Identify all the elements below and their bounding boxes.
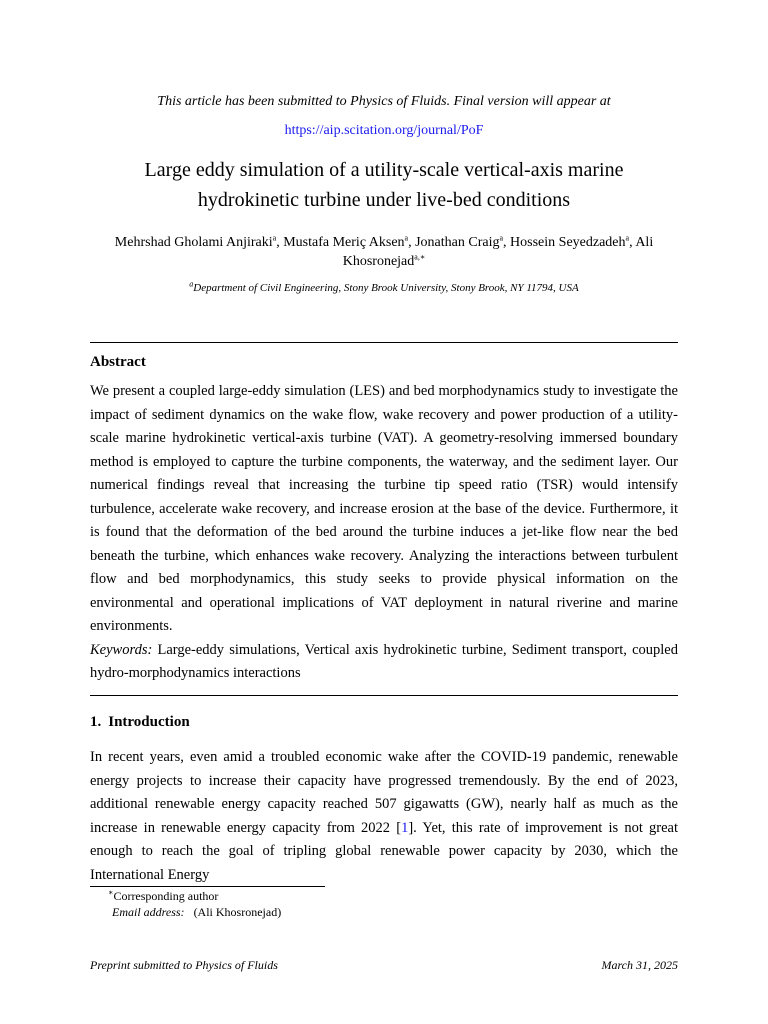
footer-date: March 31, 2025 bbox=[601, 958, 678, 972]
submission-notice: This article has been submitted to Physics of Fluids. Final version will appear at bbox=[157, 94, 611, 109]
paper-title bbox=[90, 155, 678, 215]
section-number: 1. bbox=[90, 714, 102, 730]
abstract-bottom-rule bbox=[90, 695, 678, 696]
author-1: Mehrshad Gholami Anjiraki$^a$ bbox=[114, 233, 277, 250]
abstract-body bbox=[90, 380, 678, 686]
footer-journal: Preprint submitted to Physics of Fluids bbox=[90, 958, 278, 972]
abstract-heading: Abstract bbox=[90, 354, 146, 370]
keywords-label: Keywords: bbox=[90, 641, 153, 658]
abstract-text: We present a coupled large-eddy simulation (LES) and bed morphodynamics study to investigate the impact of sediment dynamics on the wake flow, wake recovery and power production of a utility-scale marine hydrokinetic vertical-axis turbine (VAT). A geometry-resolving immersed boundary method is employed to capture the turbine components, the waterway, and the sediment layer. Our numerical findings reveal that increasing the turbine tip speed ratio (TSR) would intensify turbulence, accelerate wake recovery, and increase erosion at the base of the device. Furthermore, it is found that the deformation of the bed around the turbine induces a jet-like flow near the bed beneath the turbine, which enhances wake recovery. Analyzing the interactions between turbulent flow and bed morphodynamics, this study seeks to provide physical information on the environmental and operational implications of VAT deployment in natural riverine and marine environments. bbox=[90, 383, 678, 634]
author-4: Hossein Seyedzadeh$^a$ bbox=[510, 233, 630, 250]
email-value: (Ali Khosronejad) bbox=[193, 905, 282, 919]
author-2: Mustafa Meriç Aksen$^a$ bbox=[283, 233, 409, 250]
keywords-text: Large-eddy simulations, Vertical axis hydrokinetic turbine, Sediment transport, coupled hydro-morphodynamics interactions bbox=[90, 641, 678, 681]
author-5: Ali Khosronejad$^{a,∗}$ bbox=[342, 235, 654, 269]
affiliation: $^a$Department of Civil Engineering, Stony Brook University, Stony Brook, NY 11794, USA bbox=[189, 279, 579, 294]
journal-url-link[interactable]: https://aip.scitation.org/journal/PoF bbox=[284, 123, 484, 138]
citation-link[interactable]: 1 bbox=[401, 819, 409, 836]
introduction-body: In recent years, even amid a troubled economic wake after the COVID-19 pandemic, renewable energy projects to increase their capacity have progressed tremendously. By the end of 2023, additional renewable energy capacity reached 507 gigawatts (GW), nearly half as much as the increase in renewable energy capacity from 2022 [1]. Yet, this rate of improvement is not great enough to reach the goal of tripling global renewable power capacity by 2030, which the International Energy bbox=[90, 749, 678, 883]
author-3: Jonathan Craig$^a$ bbox=[415, 233, 504, 250]
footnote-rule bbox=[90, 886, 325, 887]
title-line-1: Large eddy simulation of a utility-scale vertical-axis marine bbox=[144, 159, 624, 181]
author-list: Mehrshad Gholami Anjiraki$^a$, Mustafa Meriç Aksen$^a$, Jonathan Craig$^a$, Hossein Seyedzadeh$^a$, Ali Khosronejad$^{a,∗}$ bbox=[114, 233, 654, 269]
footnote-email bbox=[112, 905, 281, 920]
email-label: Email address: bbox=[112, 905, 185, 919]
abstract-top-rule bbox=[90, 342, 678, 343]
footnote-corresponding: ∗Corresponding author bbox=[108, 888, 219, 903]
section-title: Introduction bbox=[108, 714, 190, 730]
title-line-2: hydrokinetic turbine under live-bed conditions bbox=[197, 189, 571, 211]
section-heading-introduction bbox=[90, 714, 190, 731]
